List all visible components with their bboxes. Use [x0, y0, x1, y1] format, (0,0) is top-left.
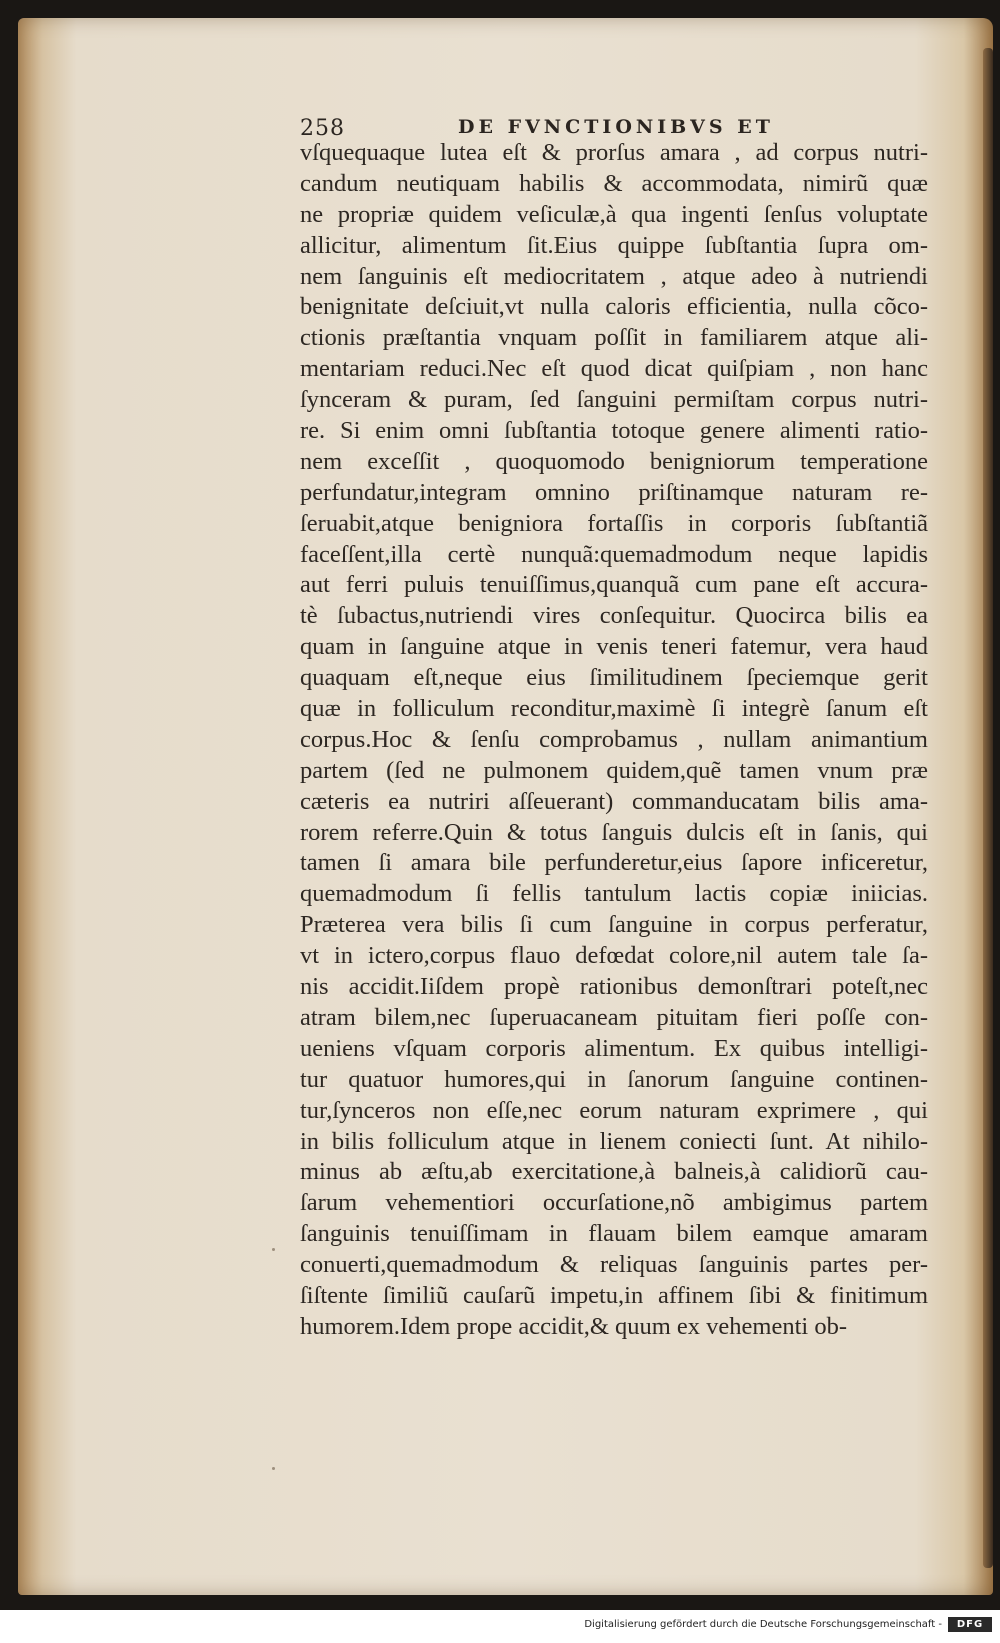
text-line: ne propriæ quidem veſiculæ,à qua ingenti ſenſus voluptate: [300, 200, 928, 228]
running-title: DE FVNCTIONIBVS ET: [458, 116, 774, 138]
body-text: [300, 138, 928, 1343]
text-line: rorem referre.Quin & totus ſanguis dulcis eſt in ſanis, qui: [300, 818, 928, 846]
paper-speck: [272, 1467, 275, 1470]
text-line: quæ in folliculum reconditur,maximè ſi integrè ſanum eſt: [300, 695, 928, 723]
text-line: quam in ſanguine atque in venis teneri fatemur, vera haud: [300, 633, 928, 661]
page-number: 258: [300, 116, 345, 141]
text-line: faceſſent,illa certè nunquã:quemadmodum neque lapidis: [300, 540, 928, 568]
text-line: partem (ſed ne pulmonem quidem,quẽ tamen vnum præ: [300, 756, 928, 784]
text-line: benignitate deſciuit,vt nulla caloris efficientia, nulla cõco-: [300, 293, 928, 321]
text-line: nem exceſſit , quoquomodo benigniorum temperatione: [300, 447, 928, 475]
text-line: ctionis præſtantia vnquam poſſit in familiarem atque ali-: [300, 324, 928, 352]
text-line: candum neutiquam habilis & accommodata, nimirũ quæ: [300, 169, 928, 197]
text-line: nis accidit.Iiſdem propè rationibus demonſtrari poteſt,nec: [300, 973, 928, 1001]
text-line: tamen ſi amara bile perfunderetur,eius ſapore inficeretur,: [300, 849, 928, 877]
text-line: atram bilem,nec ſuperuacaneam pituitam fieri poſſe con-: [300, 1003, 928, 1031]
dfg-logo: DFG: [948, 1617, 992, 1632]
footer-bar: [0, 1610, 1000, 1643]
text-line: in bilis folliculum atque in lienem coniecti ſunt. At nihilo-: [300, 1127, 928, 1155]
text-line: cæteris ea nutriri aſſeuerant) commanducatam bilis ama-: [300, 787, 928, 815]
text-line: nem ſanguinis eſt mediocritatem , atque adeo à nutriendi: [300, 262, 928, 290]
text-line: tè ſubactus,nutriendi vires conſequitur. Quocirca bilis ea: [300, 602, 928, 630]
text-line: minus ab æſtu,ab exercitatione,à balneis,à calidiorũ cau-: [300, 1158, 928, 1186]
text-line: ſarum vehementiori occurſatione,nõ ambigimus partem: [300, 1189, 928, 1217]
text-line: ſynceram & puram, ſed ſanguini permiſtam corpus nutri-: [300, 386, 928, 414]
text-line: vſquequaque lutea eſt & prorſus amara , ad corpus nutri-: [300, 139, 928, 166]
text-line: re. Si enim omni ſubſtantia totoque genere alimenti ratio-: [300, 417, 928, 445]
text-line: aut ferri puluis tenuiſſimus,quanquã cum pane eſt accura-: [300, 571, 928, 599]
paper-speck: [272, 1248, 275, 1251]
text-line: ſiſtente ſimiliũ cauſarũ impetu,in affinem ſibi & finitimum: [300, 1281, 928, 1309]
text-line: conuerti,quemadmodum & reliquas ſanguinis partes per-: [300, 1251, 928, 1279]
text-line: tur,ſynceros non eſſe,nec eorum naturam exprimere , qui: [300, 1096, 928, 1124]
text-line: ueniens vſquam corporis alimentum. Ex quibus intelligi-: [300, 1034, 928, 1062]
text-line: ſeruabit,atque benigniora fortaſſis in corporis ſubſtantiã: [300, 509, 928, 537]
text-line: quaquam eſt,neque eius ſimilitudinem ſpeciemque gerit: [300, 664, 928, 692]
digitization-credit: Digitalisierung gefördert durch die Deutsche Forschungsgemeinschaft -: [584, 1619, 942, 1630]
text-line: tur quatuor humores,qui in ſanorum ſanguine continen-: [300, 1065, 928, 1093]
text-line: Præterea vera bilis ſi cum ſanguine in corpus perferatur,: [300, 911, 928, 939]
text-line: ſanguinis tenuiſſimam in flauam bilem eamque amaram: [300, 1220, 928, 1248]
text-line: quemadmodum ſi fellis tantulum lactis copiæ iniicias.: [300, 880, 928, 908]
text-line: perfundatur,integram omnino priſtinamque naturam re-: [300, 478, 928, 506]
text-line: corpus.Hoc & ſenſu comprobamus , nullam animantium: [300, 725, 928, 753]
text-line: allicitur, alimentum ſit.Eius quippe ſubſtantia ſupra om-: [300, 231, 928, 259]
text-line: mentariam reduci.Nec eſt quod dicat quiſpiam , non hanc: [300, 355, 928, 383]
text-line: vt in ictero,corpus flauo defœdat colore,nil autem tale ſa-: [300, 942, 928, 970]
text-line: humorem.Idem prope accidit,& quum ex vehementi ob-: [300, 1312, 848, 1340]
page-edge-shadow: [983, 48, 993, 1568]
